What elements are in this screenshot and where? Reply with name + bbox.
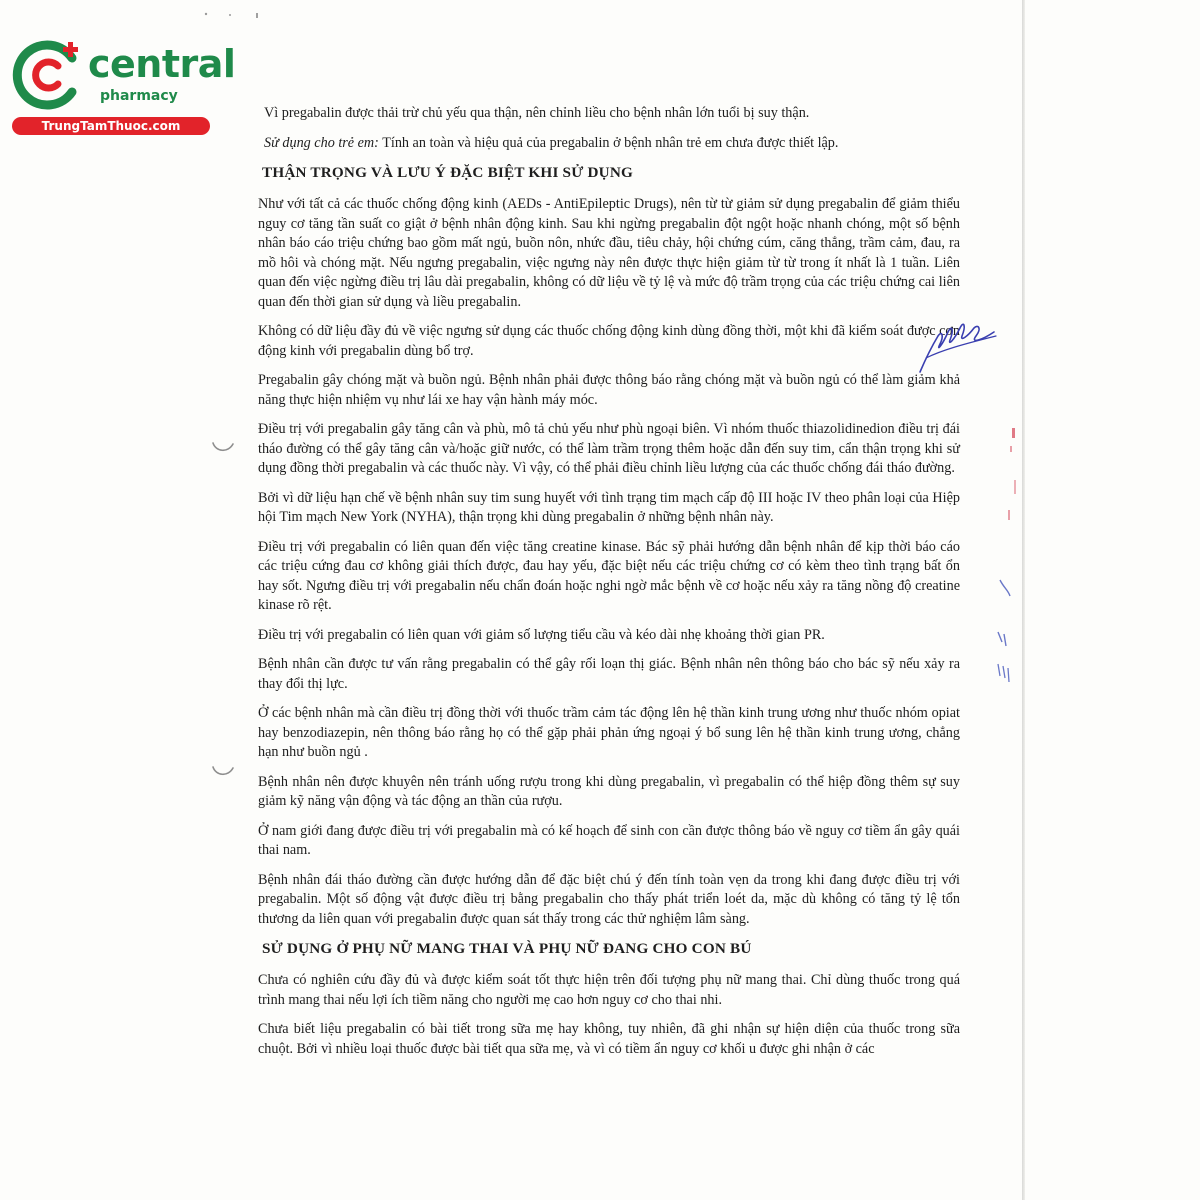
logo-subtitle: pharmacy <box>100 88 178 104</box>
logo-website-badge: TrungTamThuoc.com <box>12 117 210 135</box>
paragraph-heart-failure: Bởi vì dữ liệu hạn chế về bệnh nhân suy tim sung huyết với tình trạng tim mạch cấp độ III hoặc IV theo phân loại của Hiệp hội Tim mạch New York (NYHA), thận trọng khi dùng pregabalin ở những bệnh nhân này. <box>258 489 960 525</box>
heading-pregnancy: SỬ DỤNG Ở PHỤ NỮ MANG THAI VÀ PHỤ NỮ ĐANG CHO CON BÚ <box>262 940 752 957</box>
paragraph-diabetic-skin: Bệnh nhân đái tháo đường cần được hướng dẫn để đặc biệt chú ý đến tính toàn vẹn da trong khi đang được điều trị với pregabalin. Một số động vật được điều trị bằng pregabalin cho thấy phát triển loét da, mặc dù không có tăng tỷ lệ tổn thương da liên quan với pregabalin được quan sát thấy trong các thử nghiệm lâm sàng. <box>258 871 960 927</box>
paragraph-pregnancy: Chưa có nghiên cứu đầy đủ và được kiểm soát tốt thực hiện trên đối tượng phụ nữ mang thai. Chỉ dùng thuốc trong quá trình mang thai nếu lợi ích tiềm năng cho người mẹ cao hơn nguy cơ cho thai nhi. <box>258 972 960 1008</box>
central-pharmacy-logo[interactable] <box>10 36 236 138</box>
binder-hole-icon <box>210 764 236 780</box>
paragraph-cns-depressants: Ở các bệnh nhân mà cần điều trị đồng thời với thuốc trầm cảm tác động lên hệ thần kinh trung ương như thuốc nhóm opiat hay benzodiazepin, nên thông báo rằng họ có thể gặp phải phản ứng ngoại ý bổ sung lên hệ thần kinh trung ương, chẳng hạn như buồn ngủ . <box>258 705 960 760</box>
paragraph-tapering: Như với tất cả các thuốc chống động kinh (AEDs - AntiEpileptic Drugs), nên từ từ giảm sử dụng pregabalin để giảm thiểu nguy cơ tăng tần suất co giật ở bệnh nhân động kinh. Sau khi ngừng pregabalin đột ngột hoặc nhanh chóng, một số bệnh nhân báo cáo triệu chứng bao gồm mất ngủ, buồn nôn, nhức đầu, tiêu chảy, hội chứng cúm, căng thẳng, trầm cảm, đau, ra mồ hôi và chóng mặt. Nếu ngưng pregabalin, việc ngưng này nên được thực hiện giảm từ từ trong ít nhất là 1 tuần. Liên quan đến việc ngừng điều trị lâu dài pregabalin, không có dữ liệu về tỷ lệ và mức độ trầm trọng của các triệu chứng cai liên quan đến thời gian sử dụng và liều pregabalin. <box>258 196 960 310</box>
paragraph-vision: Bệnh nhân cần được tư vấn rằng pregabalin có thể gây rối loạn thị giác. Bệnh nhân nên thông báo cho bác sỹ nếu xảy ra thay đổi thị lực. <box>258 656 960 692</box>
paragraph-male-fertility: Ở nam giới đang được điều trị với pregabalin mà có kế hoạch để sinh con cần được thông báo về nguy cơ tiềm ẩn gây quái thai nam. <box>258 822 960 858</box>
margin-stamp-marks <box>994 420 1024 720</box>
paragraph-children <box>264 134 960 154</box>
paragraph-platelets-pr: Điều trị với pregabalin có liên quan với giảm số lượng tiểu cầu và kéo dài nhẹ khoảng thời gian PR. <box>258 626 825 643</box>
logo-wordmark: central <box>88 42 236 86</box>
binder-hole-icon <box>210 440 236 456</box>
children-text: Tính an toàn và hiệu quả của pregabalin ở bệnh nhân trẻ em chưa được thiết lập. <box>378 134 839 151</box>
heading-precautions: THẬN TRỌNG VÀ LƯU Ý ĐẶC BIỆT KHI SỬ DỤNG <box>262 164 634 181</box>
document-body <box>258 104 960 1069</box>
paragraph-alcohol: Bệnh nhân nên được khuyên nên tránh uống rượu trong khi dùng pregabalin, vì pregabalin có thể hiệp đồng thêm sự suy giảm kỹ năng vận động và tác động an thần của rượu. <box>258 773 960 809</box>
pharmacy-c-cross-icon <box>10 36 88 114</box>
paragraph-concomitant-aeds: Không có dữ liệu đầy đủ về việc ngưng sử dụng các thuốc chống động kinh dùng đồng thời, một khi đã kiểm soát được cơn động kinh với pregabalin dùng bổ trợ. <box>258 323 960 359</box>
paragraph-lactation: Chưa biết liệu pregabalin có bài tiết trong sữa mẹ hay không, tuy nhiên, đã ghi nhận sự hiện diện của thuốc trong sữa chuột. Bởi vì nhiều loại thuốc được bài tiết qua sữa mẹ, và vì có tiềm ẩn nguy cơ khối u được ghi nhận ở các <box>258 1021 960 1057</box>
paragraph-renal: Vì pregabalin được thải trừ chủ yếu qua thận, nên chỉnh liều cho bệnh nhân lớn tuổi bị suy thận. <box>264 105 810 121</box>
handwritten-signature <box>912 306 1002 378</box>
scan-artifact <box>200 8 290 20</box>
paragraph-weight-edema: Điều trị với pregabalin gây tăng cân và phù, mô tả chủ yếu như phù ngoại biên. Vì nhóm thuốc thiazolidinedion điều trị đái tháo đường có thể gây tăng cân và/hoặc giữ nước, có thể làm trầm trọng thêm hoặc dẫn đến suy tim, cẩn thận trọng khi sử dụng đồng thời pregabalin và các thuốc này. Vì vậy, có thể phải điều chỉnh liều lượng của các thuốc chống đái tháo đường. <box>258 421 960 476</box>
children-label: Sử dụng cho trẻ em: <box>264 134 379 151</box>
paragraph-dizziness: Pregabalin gây chóng mặt và buồn ngủ. Bệnh nhân phải được thông báo rằng chóng mặt và buồn ngủ có thể làm giảm khả năng thực hiện nhiệm vụ như lái xe hay vận hành máy móc. <box>258 372 960 408</box>
paragraph-creatine-kinase: Điều trị với pregabalin có liên quan đến việc tăng creatine kinase. Bác sỹ phải hướng dẫn bệnh nhân để kịp thời báo cáo các triệu cứng đau cơ không giải thích được, đau hay yếu, đặc biệt nếu các triệu chứng cơ có kèm theo tình trạng bất ổn hay sốt. Ngưng điều trị với pregabalin nếu chẩn đoán hoặc nghi ngờ mắc bệnh về cơ hoặc nếu xảy ra tăng nồng độ creatine kinase rõ rệt. <box>258 538 960 613</box>
